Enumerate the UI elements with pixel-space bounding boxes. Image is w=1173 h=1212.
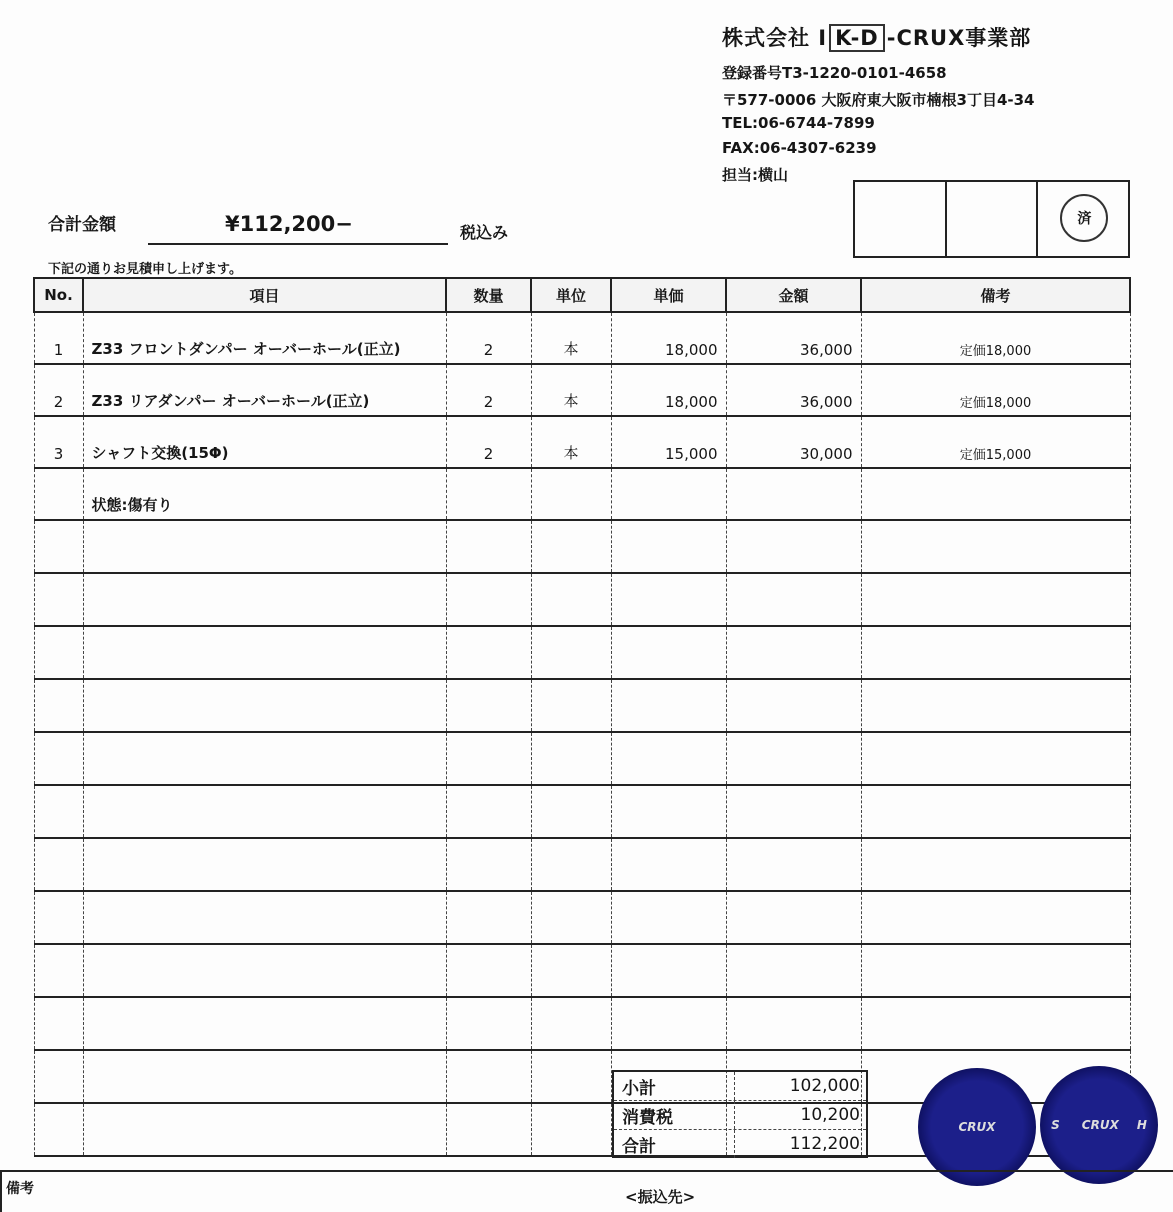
empty-cell	[611, 997, 726, 1050]
empty-cell	[861, 732, 1130, 785]
empty-cell	[531, 785, 611, 838]
cell-item: 状態:傷有り	[83, 468, 446, 520]
approval-box	[1038, 182, 1128, 256]
empty-cell	[446, 1103, 531, 1156]
empty-cell	[726, 573, 861, 626]
empty-cell	[861, 838, 1130, 891]
cell-qty: 2	[446, 312, 531, 364]
remarks-label: 備考	[6, 1181, 34, 1197]
company-name: 株式会社 I K-D -CRUX事業部	[722, 26, 1032, 50]
tax-included-note: 税込み	[460, 223, 509, 242]
cell-no	[34, 468, 83, 520]
cell-note	[861, 468, 1130, 520]
intro-text: 下記の通りお見積申し上げます。	[48, 262, 242, 277]
column-header: 単価	[611, 278, 726, 312]
total-label: 合計	[614, 1130, 735, 1158]
empty-cell	[531, 891, 611, 944]
empty-cell	[861, 891, 1130, 944]
empty-cell	[611, 891, 726, 944]
empty-cell	[726, 785, 861, 838]
cell-qty: 2	[446, 416, 531, 468]
cell-unit	[531, 468, 611, 520]
empty-row	[34, 838, 1130, 891]
empty-cell	[34, 732, 83, 785]
empty-row	[34, 785, 1130, 838]
table-row	[34, 364, 1130, 416]
empty-cell	[861, 944, 1130, 997]
cell-no: 1	[34, 312, 83, 364]
table-row	[34, 468, 1130, 520]
cell-unit: 本	[531, 364, 611, 416]
empty-cell	[34, 891, 83, 944]
empty-row	[34, 573, 1130, 626]
empty-cell	[446, 732, 531, 785]
empty-cell	[446, 785, 531, 838]
cell-price: 18,000	[611, 312, 726, 364]
empty-cell	[83, 944, 446, 997]
column-header: No.	[34, 278, 83, 312]
empty-cell	[531, 732, 611, 785]
cell-item: Z33 フロントダンパー オーバーホール(正立)	[83, 312, 446, 364]
empty-cell	[83, 997, 446, 1050]
empty-cell	[726, 891, 861, 944]
empty-cell	[34, 626, 83, 679]
empty-cell	[446, 520, 531, 573]
cell-note: 定価15,000	[861, 416, 1130, 468]
cell-item: シャフト交換(15Φ)	[83, 416, 446, 468]
empty-cell	[531, 573, 611, 626]
empty-row	[34, 997, 1130, 1050]
cell-price: 18,000	[611, 364, 726, 416]
empty-cell	[34, 520, 83, 573]
table-row	[34, 416, 1130, 468]
empty-cell	[446, 679, 531, 732]
cell-unit: 本	[531, 312, 611, 364]
address: 〒577-0006 大阪府東大阪市楠根3丁目4-34	[722, 91, 1035, 109]
empty-cell	[531, 1103, 611, 1156]
total-amount-label: 合計金額	[48, 215, 116, 235]
empty-cell	[83, 1103, 446, 1156]
approval-seal: 済	[1060, 194, 1108, 242]
empty-cell	[83, 626, 446, 679]
empty-cell	[446, 1050, 531, 1103]
empty-cell	[726, 944, 861, 997]
table-row	[34, 312, 1130, 364]
cell-unit: 本	[531, 416, 611, 468]
empty-cell	[34, 944, 83, 997]
empty-cell	[83, 838, 446, 891]
total-amount: ¥112,200−	[225, 212, 353, 236]
cell-no: 2	[34, 364, 83, 416]
empty-cell	[861, 997, 1130, 1050]
registration-number: 登録番号T3-1220-0101-4658	[722, 64, 947, 82]
underline	[148, 243, 448, 245]
company-stamp: K-D	[829, 24, 885, 52]
empty-cell	[861, 520, 1130, 573]
empty-row	[34, 944, 1130, 997]
empty-cell	[34, 785, 83, 838]
empty-cell	[726, 626, 861, 679]
subtotal-value: 102,000	[789, 1076, 860, 1096]
empty-row	[34, 891, 1130, 944]
tax-value: 10,200	[800, 1105, 860, 1125]
empty-cell	[34, 573, 83, 626]
column-header: 金額	[726, 278, 861, 312]
fax: FAX:06-4307-6239	[722, 139, 877, 157]
empty-cell	[83, 1050, 446, 1103]
tax-label: 消費税	[614, 1101, 735, 1129]
empty-cell	[446, 997, 531, 1050]
empty-cell	[531, 679, 611, 732]
empty-cell	[861, 573, 1130, 626]
approval-box	[855, 182, 947, 256]
cell-qty	[446, 468, 531, 520]
column-header: 単位	[531, 278, 611, 312]
empty-cell	[446, 944, 531, 997]
cell-price: 15,000	[611, 416, 726, 468]
empty-cell	[611, 679, 726, 732]
cell-amount: 30,000	[726, 416, 861, 468]
empty-cell	[531, 520, 611, 573]
empty-cell	[83, 573, 446, 626]
empty-cell	[446, 626, 531, 679]
column-header: 備考	[861, 278, 1130, 312]
empty-cell	[611, 944, 726, 997]
empty-cell	[34, 1103, 83, 1156]
column-header: 数量	[446, 278, 531, 312]
totals-box	[612, 1070, 868, 1158]
cell-price	[611, 468, 726, 520]
empty-cell	[83, 891, 446, 944]
empty-cell	[726, 679, 861, 732]
cell-item: Z33 リアダンパー オーバーホール(正立)	[83, 364, 446, 416]
approval-boxes	[853, 180, 1130, 258]
empty-cell	[34, 1050, 83, 1103]
cell-note: 定価18,000	[861, 364, 1130, 416]
empty-cell	[726, 732, 861, 785]
empty-cell	[83, 785, 446, 838]
staff: 担当:横山	[722, 166, 788, 184]
empty-row	[34, 732, 1130, 785]
empty-cell	[83, 679, 446, 732]
cell-qty: 2	[446, 364, 531, 416]
empty-cell	[611, 732, 726, 785]
cell-amount: 36,000	[726, 312, 861, 364]
empty-row	[34, 520, 1130, 573]
approval-box	[947, 182, 1039, 256]
cell-amount: 36,000	[726, 364, 861, 416]
empty-cell	[446, 891, 531, 944]
empty-cell	[611, 838, 726, 891]
empty-cell	[83, 732, 446, 785]
empty-cell	[34, 679, 83, 732]
cell-note: 定価18,000	[861, 312, 1130, 364]
empty-cell	[861, 785, 1130, 838]
empty-cell	[531, 626, 611, 679]
empty-cell	[531, 838, 611, 891]
empty-cell	[861, 626, 1130, 679]
empty-cell	[861, 679, 1130, 732]
damper-knob-photo: CRUX	[918, 1068, 1036, 1186]
footer-box	[0, 1170, 1173, 1212]
subtotal-label: 小計	[614, 1072, 735, 1100]
estimate-table	[33, 277, 1131, 1157]
empty-cell	[611, 626, 726, 679]
damper-knob-photo: S CRUX H	[1040, 1066, 1158, 1184]
empty-cell	[726, 997, 861, 1050]
empty-cell	[611, 573, 726, 626]
empty-cell	[446, 573, 531, 626]
empty-cell	[611, 520, 726, 573]
empty-row	[34, 626, 1130, 679]
empty-cell	[531, 944, 611, 997]
empty-cell	[446, 838, 531, 891]
tel: TEL:06-6744-7899	[722, 114, 875, 132]
cell-no: 3	[34, 416, 83, 468]
column-header: 項目	[83, 278, 446, 312]
empty-cell	[726, 520, 861, 573]
empty-cell	[726, 838, 861, 891]
empty-cell	[34, 838, 83, 891]
empty-cell	[611, 785, 726, 838]
empty-cell	[83, 520, 446, 573]
cell-amount	[726, 468, 861, 520]
total-value: 112,200	[789, 1134, 860, 1154]
bank-label: <振込先>	[625, 1188, 696, 1206]
empty-row	[34, 679, 1130, 732]
empty-cell	[531, 997, 611, 1050]
empty-cell	[34, 997, 83, 1050]
empty-cell	[531, 1050, 611, 1103]
